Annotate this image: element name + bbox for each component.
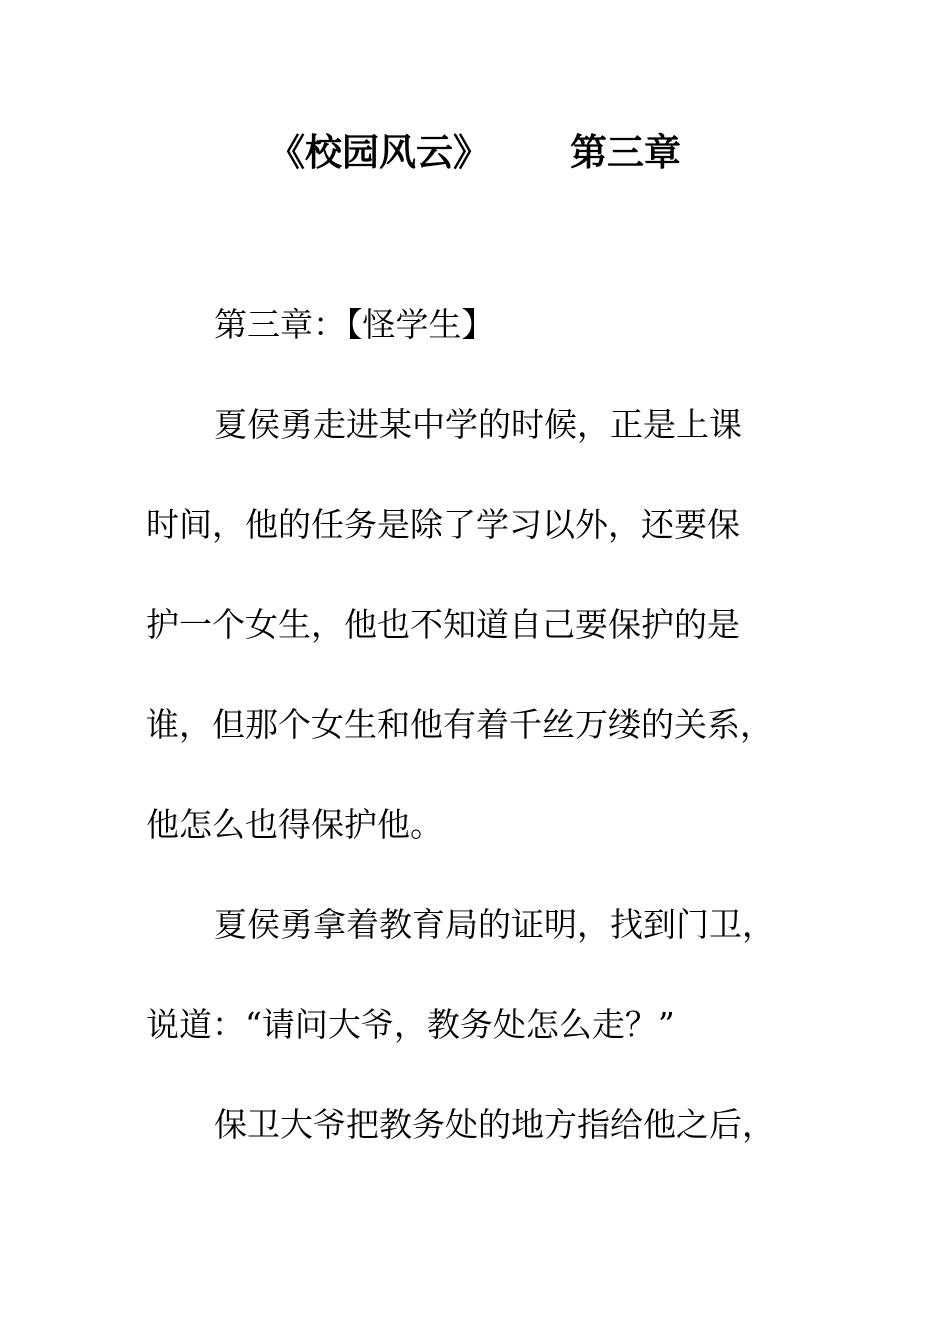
paragraph-line: 保卫大爷把教务处的地方指给他之后， xyxy=(214,1105,775,1144)
paragraph-line: 说道：“请问大爷，教务处怎么走？” xyxy=(146,1005,675,1044)
chapter-title: 第三章 xyxy=(570,131,681,174)
chapter-heading xyxy=(0,128,950,178)
paragraph-line: 夏侯勇走进某中学的时候，正是上课 xyxy=(214,405,742,444)
chapter-subtitle: 第三章：【怪学生】 xyxy=(214,305,495,344)
paragraph-line: 他怎么也得保护他。 xyxy=(146,805,443,844)
paragraph-line: 夏侯勇拿着教育局的证明，找到门卫， xyxy=(214,905,775,944)
paragraph-line: 时间，他的任务是除了学习以外，还要保 xyxy=(146,505,740,544)
work-title: 《校园风云》 xyxy=(268,131,490,174)
paragraph-line: 护一个女生，他也不知道自己要保护的是 xyxy=(146,605,740,644)
paragraph-line: 谁，但那个女生和他有着千丝万缕的关系， xyxy=(146,705,773,744)
